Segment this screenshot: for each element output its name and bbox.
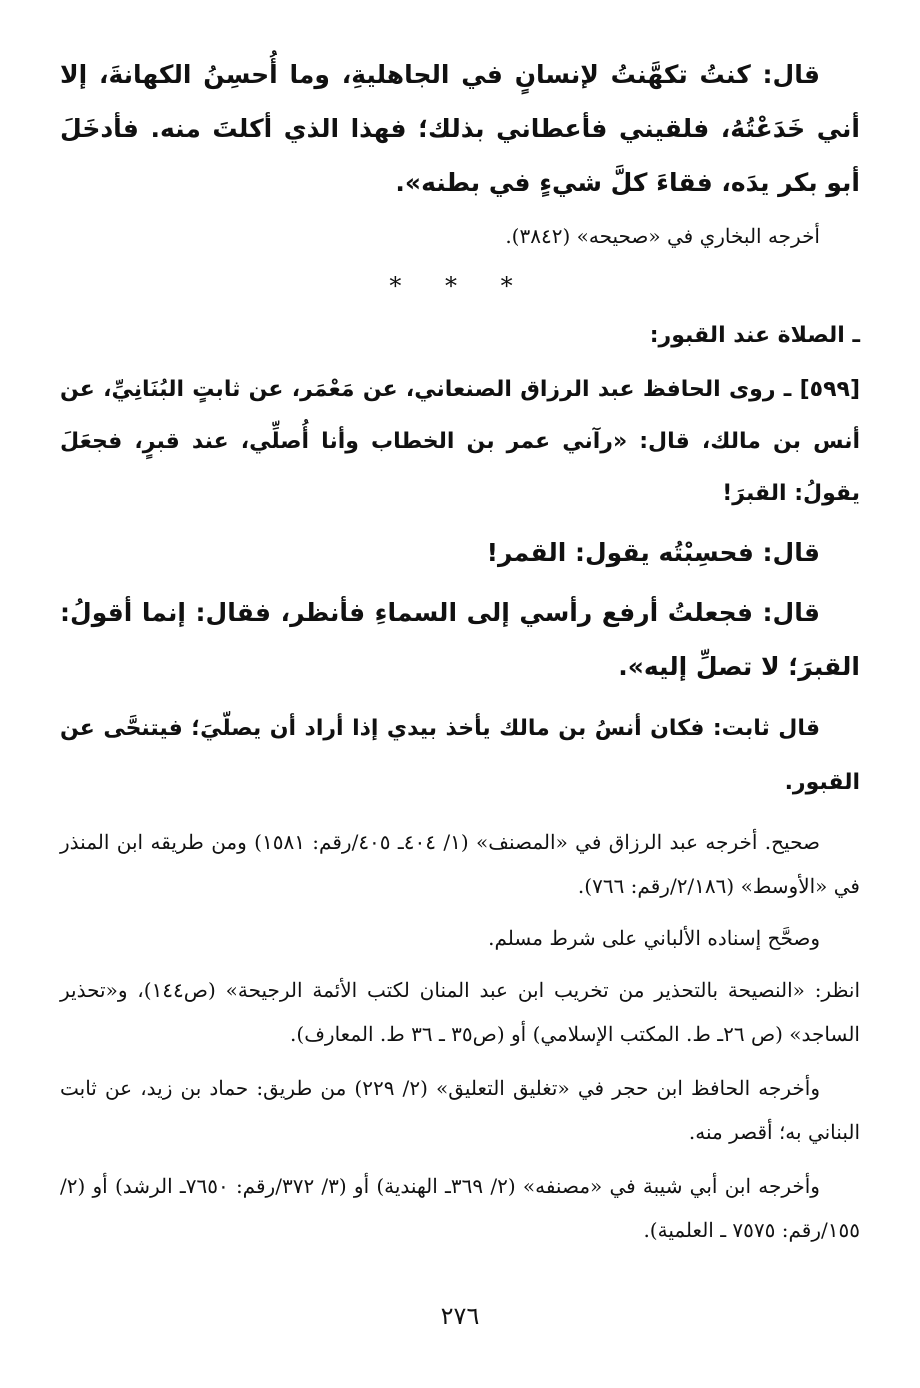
see-also-note: انظر: «النصيحة بالتحذير من تخريب ابن عبد المنان لكتب الأئمة الرجيحة» (ص١٤٤)، و«تحذير الساجد» (ص ٢٦ـ ط. المكتب الإسلامي) أو (ص٣٥ ـ ٣٦ ط. المعارف). xyxy=(60,978,860,1046)
hadith-line-3: قال: فجعلتُ أرفع رأسي إلى السماءِ فأنظر، فقال: إنما أقولُ: القبرَ؛ لا تصلِّ إليه». xyxy=(60,598,860,681)
section-heading: ـ الصلاة عند القبور: xyxy=(649,323,860,348)
hadith-line-2: قال: فحسِبْتُه يقول: القمر! xyxy=(486,538,820,567)
grading-paragraph: صحيح. أخرجه عبد الرزاق في «المصنف» (١/ ٤٠٤ـ ٤٠٥/رقم: ١٥٨١) ومن طريقه ابن المنذر في «الأوسط» (٢/١٨٦/رقم: ٧٦٦). xyxy=(60,830,860,898)
ibn-abi-shayba-note: وأخرجه ابن أبي شيبة في «مصنفه» (٢/ ٣٦٩ـ الهندية) أو (٣/ ٣٧٢/رقم: ٧٦٥٠ـ الرشد) أو (٢/ ١٥٥/رقم: ٧٥٧٥ ـ العلمية). xyxy=(60,1174,860,1242)
story-takhrij: أخرجه البخاري في «صحيحه» (٣٨٤٢). xyxy=(505,224,820,248)
hadith-paragraph xyxy=(60,364,860,520)
page-content xyxy=(60,48,860,1378)
hadith-intro-text: ـ روى الحافظ عبد الرزاق الصنعاني، عن مَعْمَر، عن ثابتٍ البُنَانِيِّ، عن أنس بن مالك، قال: «رآني عمر بن الخطاب وأنا أُصلِّي، عند قبرٍ، فجعَلَ يقولُ: القبرَ! xyxy=(60,377,860,506)
thabit-saying: قال ثابت: فكان أنسُ بن مالك يأخذ بيدي إذا أراد أن يصلّيَ؛ فيتنحَّى عن القبور. xyxy=(60,716,860,795)
page-number: ٢٧٦ xyxy=(440,1302,480,1330)
ibn-hajar-note: وأخرجه الحافظ ابن حجر في «تغليق التعليق» (٢/ ٢٢٩) من طريق: حماد بن زيد، عن ثابت البناني به؛ أقصر منه. xyxy=(60,1076,860,1144)
section-separator: * * * xyxy=(389,272,531,300)
albani-note: وصحَّح إسناده الألباني على شرط مسلم. xyxy=(488,926,820,950)
story-end-paragraph: قال: كنتُ تكهَّنتُ لإنسانٍ في الجاهليةِ، وما أُحسِنُ الكهانةَ، إلا أني خَدَعْتُهُ، فلقيني فأعطاني بذلك؛ فهذا الذي أكلتَ منه. فأدخَلَ أبو بكر يدَه، فقاءَ كلَّ شيءٍ في بطنه». xyxy=(60,60,860,197)
hadith-number: [٥٩٩] xyxy=(799,377,860,402)
